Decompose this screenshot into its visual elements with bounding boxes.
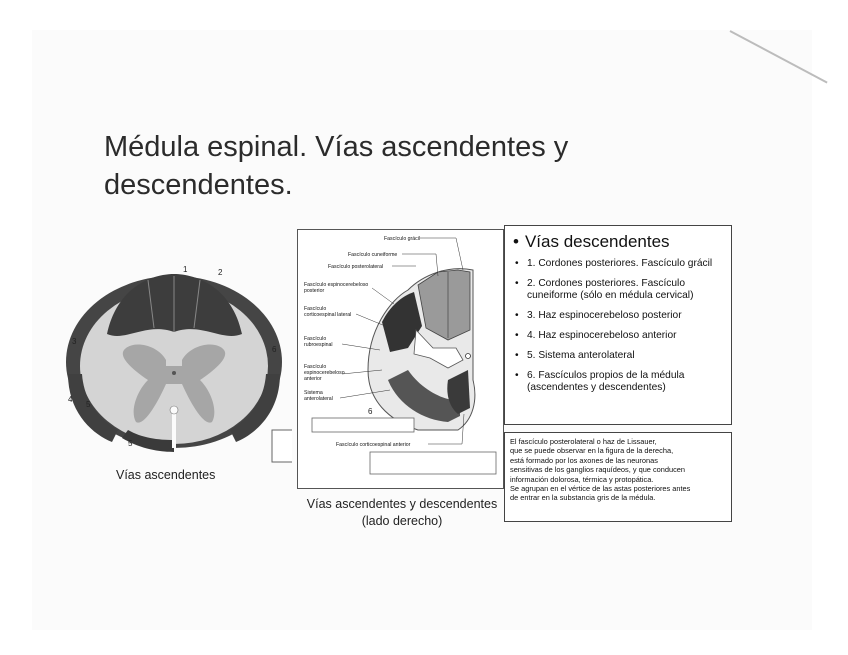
vias-descendentes-heading — [513, 232, 723, 252]
note-line: Se agrupan en el vértice de las astas posteriores antes — [510, 484, 691, 494]
label-5b: 5 — [128, 439, 133, 448]
lissauer-note-box — [504, 432, 732, 522]
label-3: 3 — [72, 337, 77, 346]
anterior-fissure-top — [170, 406, 178, 414]
list-item: • 3. Haz espinocerebeloso posterior — [513, 310, 723, 322]
caption-mid-line-1: Vías ascendentes y descendentes — [306, 497, 498, 511]
label-6: 6 — [272, 345, 277, 354]
empty-label-box — [272, 430, 292, 462]
label-espino-ant-3: anterior — [304, 376, 322, 382]
heading-bullet-icon: • — [513, 232, 519, 251]
label-espino-post-2: posterior — [304, 288, 325, 294]
caption-vias-asc-desc — [296, 496, 508, 530]
empty-box-top — [312, 418, 414, 432]
note-line: de entrar en la substancia gris de la médula. — [510, 493, 656, 503]
labeled-tract-figure — [297, 229, 504, 489]
note-line: sensitivas de los ganglios raquídeos, y que conducen — [510, 465, 686, 475]
caption-vias-ascendentes: Vías ascendentes — [116, 468, 216, 482]
descendentes-list — [513, 258, 723, 394]
note-line: que se puede observar en la figura de la derecha, — [510, 446, 674, 456]
label-cortico-lat-2: corticoespinal lateral — [304, 312, 352, 318]
label-rubro-1: Fascículo — [304, 336, 327, 342]
label-espino-post-1: Fascículo espinocerebeloso — [304, 282, 369, 288]
label-4: 4 — [68, 395, 73, 404]
labeled-tract-diagram — [298, 230, 503, 488]
spinal-cord-cross-section — [62, 262, 292, 467]
list-item: • 5. Sistema anterolateral — [513, 350, 723, 362]
list-item: • 2. Cordones posteriores. Fascículo cuneiforme (sólo en médula cervical) — [513, 278, 723, 302]
empty-box-bottom — [370, 452, 496, 474]
label-5a: 5 — [86, 400, 91, 409]
caption-mid-line-2: (lado derecho) — [361, 514, 443, 528]
label-espino-ant-1: Fascículo — [304, 364, 327, 370]
central-canal — [172, 371, 176, 375]
label-gracil: Fascículo grácil — [384, 236, 421, 242]
note-line: información dolorosa, térmica y protopática. — [510, 474, 654, 484]
label-antero-2: anterolateral — [304, 396, 333, 402]
list-item: • 6. Fascículos propios de la médula (ascendentes y descendentes) — [513, 370, 723, 394]
label-2: 2 — [218, 268, 223, 277]
list-item: • 4. Haz espinocerebeloso anterior — [513, 330, 723, 342]
label-antero-1: Sistema — [304, 390, 323, 396]
anterior-median-fissure — [172, 410, 176, 448]
label-posterolateral: Fascículo posterolateral — [328, 264, 384, 270]
label-cuneiforme: Fascículo cuneiforme — [348, 252, 398, 258]
label-rubro-2: rubroespinal — [304, 342, 333, 348]
label-espino-ant-2: espinocerebeloso — [304, 370, 345, 376]
slide-title: Médula espinal. Vías ascendentes y descendentes. — [104, 131, 569, 201]
heading-text: Vías descendentes — [524, 232, 670, 251]
label-cortico-lat-1: Fascículo — [304, 306, 327, 312]
leader-espino-post — [372, 288, 394, 304]
note-line: está formado por los axones de las neuronas — [510, 455, 658, 465]
label-number-6: 6 — [368, 407, 373, 416]
list-item: • 1. Cordones posteriores. Fascículo grácil — [513, 258, 723, 270]
label-cortico-ant: Fascículo corticoespinal anterior — [336, 442, 411, 448]
vias-descendentes-box — [504, 225, 732, 425]
central-canal-mid — [466, 354, 471, 359]
label-1: 1 — [183, 265, 188, 274]
note-line: El fascículo posterolateral o haz de Lissauer, — [510, 437, 657, 446]
leader-gracil-tail — [456, 238, 463, 270]
